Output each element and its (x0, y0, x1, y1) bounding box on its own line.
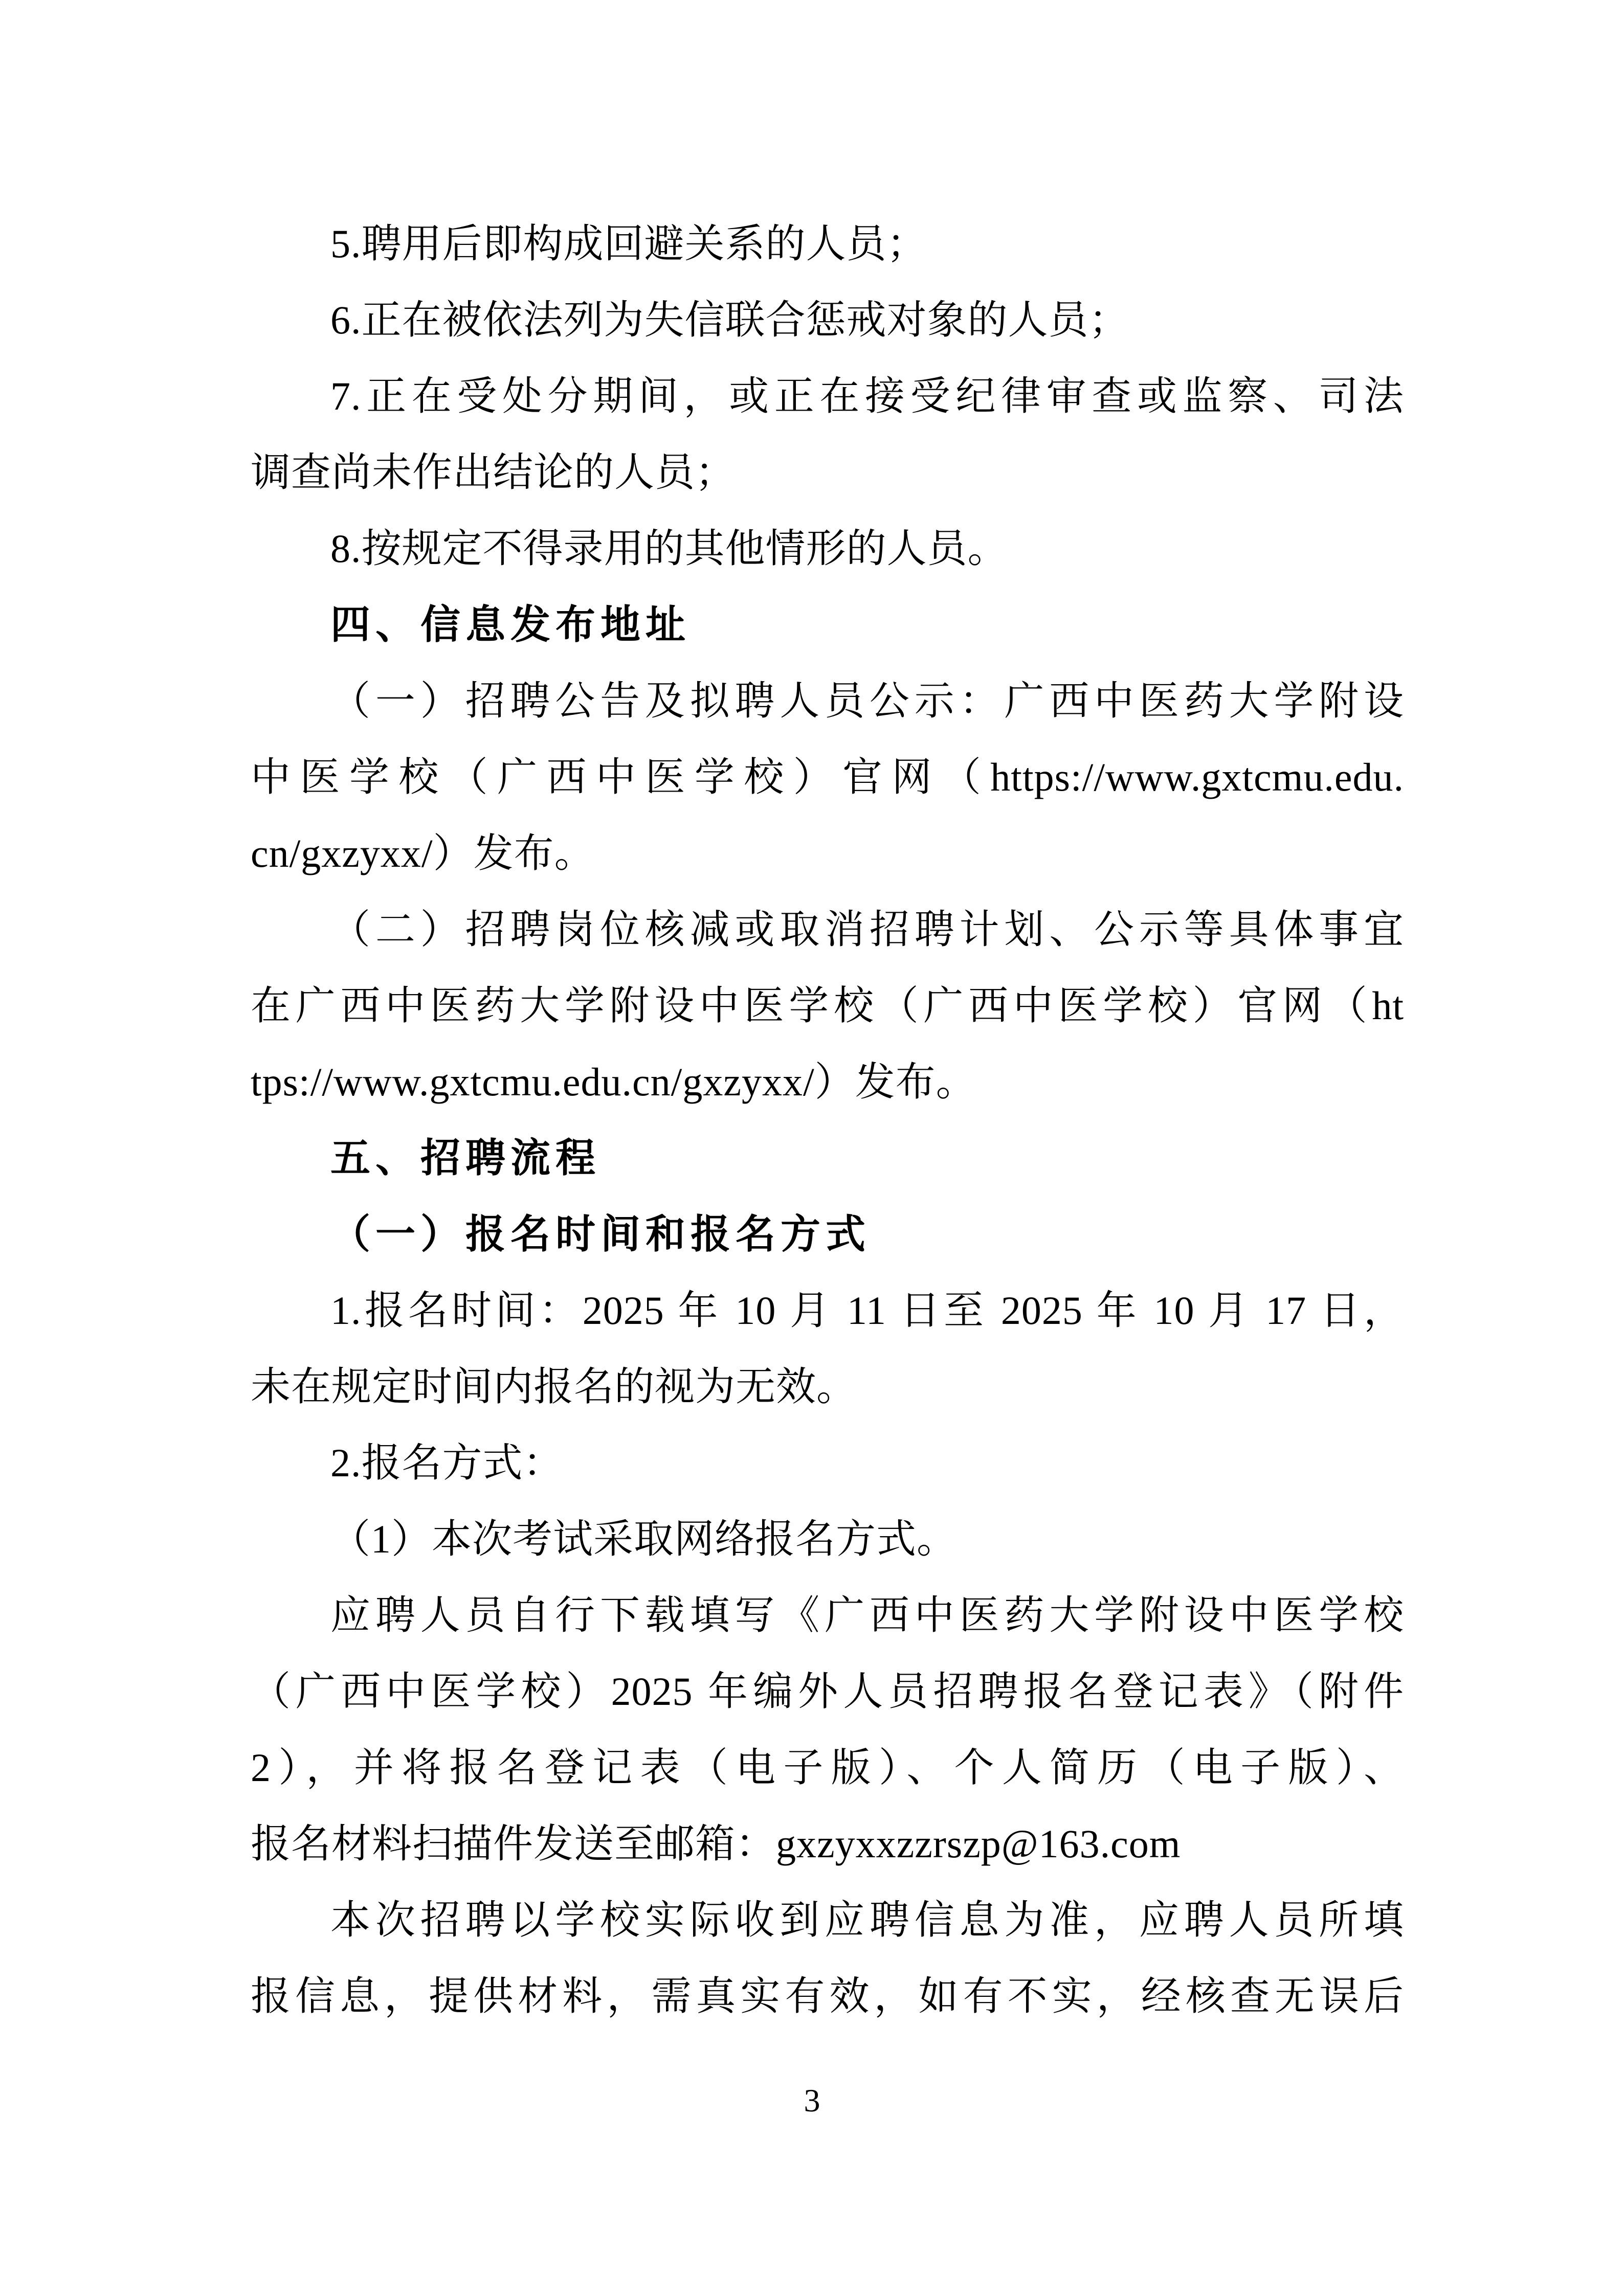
text-line: （一）招聘公告及拟聘人员公示：广西中医药大学附设 (330, 679, 1404, 723)
text-line-with-url: 在广西中医药大学附设中医学校（广西中医学校）官网（ht (251, 983, 1404, 1028)
text-line-with-url: 中医学校（广西中医学校）官网（https://www.gxtcmu.edu. (251, 755, 1404, 799)
text-line: 2.报名方式： (330, 1440, 564, 1485)
heading-subsection-1: （一）报名时间和报名方式 (330, 1211, 871, 1256)
heading-section-5: 五、招聘流程 (330, 1135, 601, 1180)
heading-section-4: 四、信息发布地址 (330, 602, 691, 647)
text-line: （1）本次考试采取网络报名方式。 (330, 1517, 958, 1561)
text-line: 应聘人员自行下载填写《广西中医药大学附设中医学校 (330, 1593, 1404, 1637)
text-line: 6.正在被依法列为失信联合惩戒对象的人员； (330, 298, 1129, 342)
page-number: 3 (804, 2082, 820, 2119)
text-line: 5.聘用后即构成回避关系的人员； (330, 221, 927, 266)
text-line: 8.按规定不得录用的其他情形的人员。 (330, 526, 1008, 571)
email-line: 报名材料扫描件发送至邮箱：gxzyxxzzrszp@163.com (251, 1821, 1181, 1866)
text-line: 2），并将报名登记表（电子版）、个人简历（电子版）、 (251, 1745, 1404, 1790)
text-line: 本次招聘以学校实际收到应聘信息为准，应聘人员所填 (330, 1898, 1404, 1942)
text-line: 报信息，提供材料，需真实有效，如有不实，经核查无误后 (251, 1974, 1404, 2018)
text-line: 1.报名时间：2025 年 10 月 11 日至 2025 年 10 月 17 日， (330, 1288, 1404, 1333)
document-body (251, 206, 1404, 2034)
text-line: 调查尚未作出结论的人员； (251, 450, 736, 494)
text-line-with-url: cn/gxzyxx/）发布。 (251, 831, 595, 875)
text-line: （二）招聘岗位核减或取消招聘计划、公示等具体事宜 (330, 907, 1404, 952)
text-line: 未在规定时间内报名的视为无效。 (251, 1364, 857, 1409)
text-line: （广西中医学校）2025 年编外人员招聘报名登记表》（附件 (251, 1669, 1404, 1714)
text-line-with-url: tps://www.gxtcmu.edu.cn/gxzyxx/）发布。 (251, 1060, 976, 1104)
text-line: 7.正在受处分期间，或正在接受纪律审查或监察、司法 (330, 374, 1404, 418)
